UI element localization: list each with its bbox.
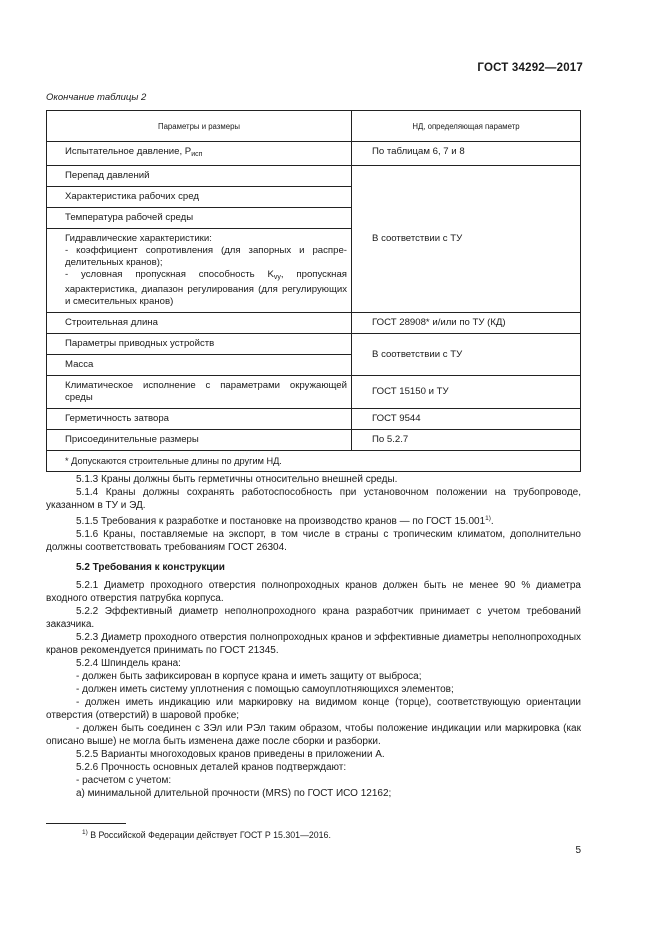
nd-cell: ГОСТ 9544 <box>352 409 581 430</box>
paragraph-5-1-4: 5.1.4 Краны должны сохранять работоспособность при установочном положении на трубопроводе, указанном в ТУ и ЭД. <box>46 487 581 511</box>
table-row <box>47 430 581 451</box>
param-cell: Герметичность затвора <box>47 409 352 430</box>
param-cell: Присоединительные размеры <box>47 430 352 451</box>
paragraph-5-2-2: 5.2.2 Эффективный диаметр неполнопроходного крана разработчик принимает с учетом требований заказчика. <box>46 606 581 630</box>
table-row <box>47 166 581 187</box>
table-row <box>47 142 581 166</box>
parameters-table <box>46 110 581 472</box>
table-row <box>47 334 581 355</box>
nd-cell: ГОСТ 28908* и/или по ТУ (КД) <box>352 313 581 334</box>
table-caption: Окончание таблицы 2 <box>46 92 147 103</box>
page-footnote: $^{1)}$ В Российской Федерации действует ГОСТ Р 15.301—2016. <box>82 829 331 840</box>
list-item: - должен быть соединен с ЗЭл или РЭл таким образом, чтобы положение индикации или маркировка (как описано выше) не могла быть изменена даже после сборки и разборки. <box>46 723 581 747</box>
param-cell: Строительная длина <box>47 313 352 334</box>
page-number: 5 <box>575 845 581 856</box>
paragraph-5-2-6: 5.2.6 Прочность основных деталей кранов подтверждают: <box>76 762 347 773</box>
table-row <box>47 313 581 334</box>
paragraph-5-1-5: 5.1.5 Требования к разработке и постановке на производство кранов — по ГОСТ 15.001$^{1)}$. <box>76 515 494 527</box>
list-item: - должен иметь индикацию или маркировку на видимом конце (торце), соответствующую ориентации отверстия (отверстий) в шаровой пробке; <box>46 697 581 721</box>
table-row <box>47 376 581 409</box>
paragraph-5-2-3: 5.2.3 Диаметр проходного отверстия полнопроходных кранов и эффективные диаметры неполнопроходных кранов рекомендуется принимать по ГОСТ 21345. <box>46 632 581 656</box>
paragraph-5-2-1: 5.2.1 Диаметр проходного отверстия полнопроходных кранов должен быть не менее 90 % диаметра входного отверстия патрубка корпуса. <box>46 580 581 604</box>
param-cell: Гидравлические характеристики: - коэффициент сопротивления (для запорных и распре-делительных кранов); - условная пропускная способность $K_{vy}$, пропускная характеристика, диапазон регулирования (для регулирующих и смесительных кранов) <box>47 229 352 313</box>
paragraph-5-1-3: 5.1.3 Краны должны быть герметичны относительно внешней среды. <box>76 474 398 485</box>
column-header-parameters: Параметры и размеры <box>47 111 352 142</box>
nd-cell: В соответствии с ТУ <box>352 334 581 376</box>
table-header-row <box>47 111 581 142</box>
body-text <box>46 473 581 800</box>
footnote-separator <box>46 823 126 824</box>
table-footnote: * Допускаются строительные длины по другим НД. <box>47 451 581 472</box>
param-cell: Испытательное давление, $P_{исп}$ <box>47 142 352 166</box>
nd-cell: По таблицам 6, 7 и 8 <box>352 142 581 166</box>
list-item: а) минимальной длительной прочности (MRS) по ГОСТ ИСО 12162; <box>76 788 392 799</box>
list-item: - должен быть зафиксирован в корпусе крана и иметь защиту от выброса; <box>76 671 422 682</box>
table-footnote-row <box>47 451 581 472</box>
paragraph-5-2-4: 5.2.4 Шпиндель крана: <box>76 658 181 669</box>
param-cell: Масса <box>47 355 352 376</box>
param-cell: Характеристика рабочих сред <box>47 187 352 208</box>
param-cell: Перепад давлений <box>47 166 352 187</box>
param-cell: Параметры приводных устройств <box>47 334 352 355</box>
list-item: - расчетом с учетом: <box>76 775 172 786</box>
list-item: - должен иметь систему уплотнения с помощью самоуплотняющихся элементов; <box>76 684 454 695</box>
param-cell: Температура рабочей среды <box>47 208 352 229</box>
nd-cell: В соответствии с ТУ <box>352 166 581 313</box>
param-cell: Климатическое исполнение с параметрами окружающей среды <box>47 376 352 409</box>
table-row <box>47 409 581 430</box>
document-header: ГОСТ 34292—2017 <box>477 62 583 74</box>
paragraph-5-2-5: 5.2.5 Варианты многоходовых кранов приведены в приложении А. <box>76 749 385 760</box>
section-heading: 5.2 Требования к конструкции <box>76 562 225 573</box>
footnote-reference: 1) <box>485 515 491 522</box>
column-header-nd: НД, определяющая параметр <box>352 111 581 142</box>
nd-cell: По 5.2.7 <box>352 430 581 451</box>
paragraph-5-1-6: 5.1.6 Краны, поставляемые на экспорт, в том числе в страны с тропическим климатом, дополнительно должны соответствовать требованиям ГОСТ 26304. <box>46 529 581 553</box>
nd-cell: ГОСТ 15150 и ТУ <box>352 376 581 409</box>
